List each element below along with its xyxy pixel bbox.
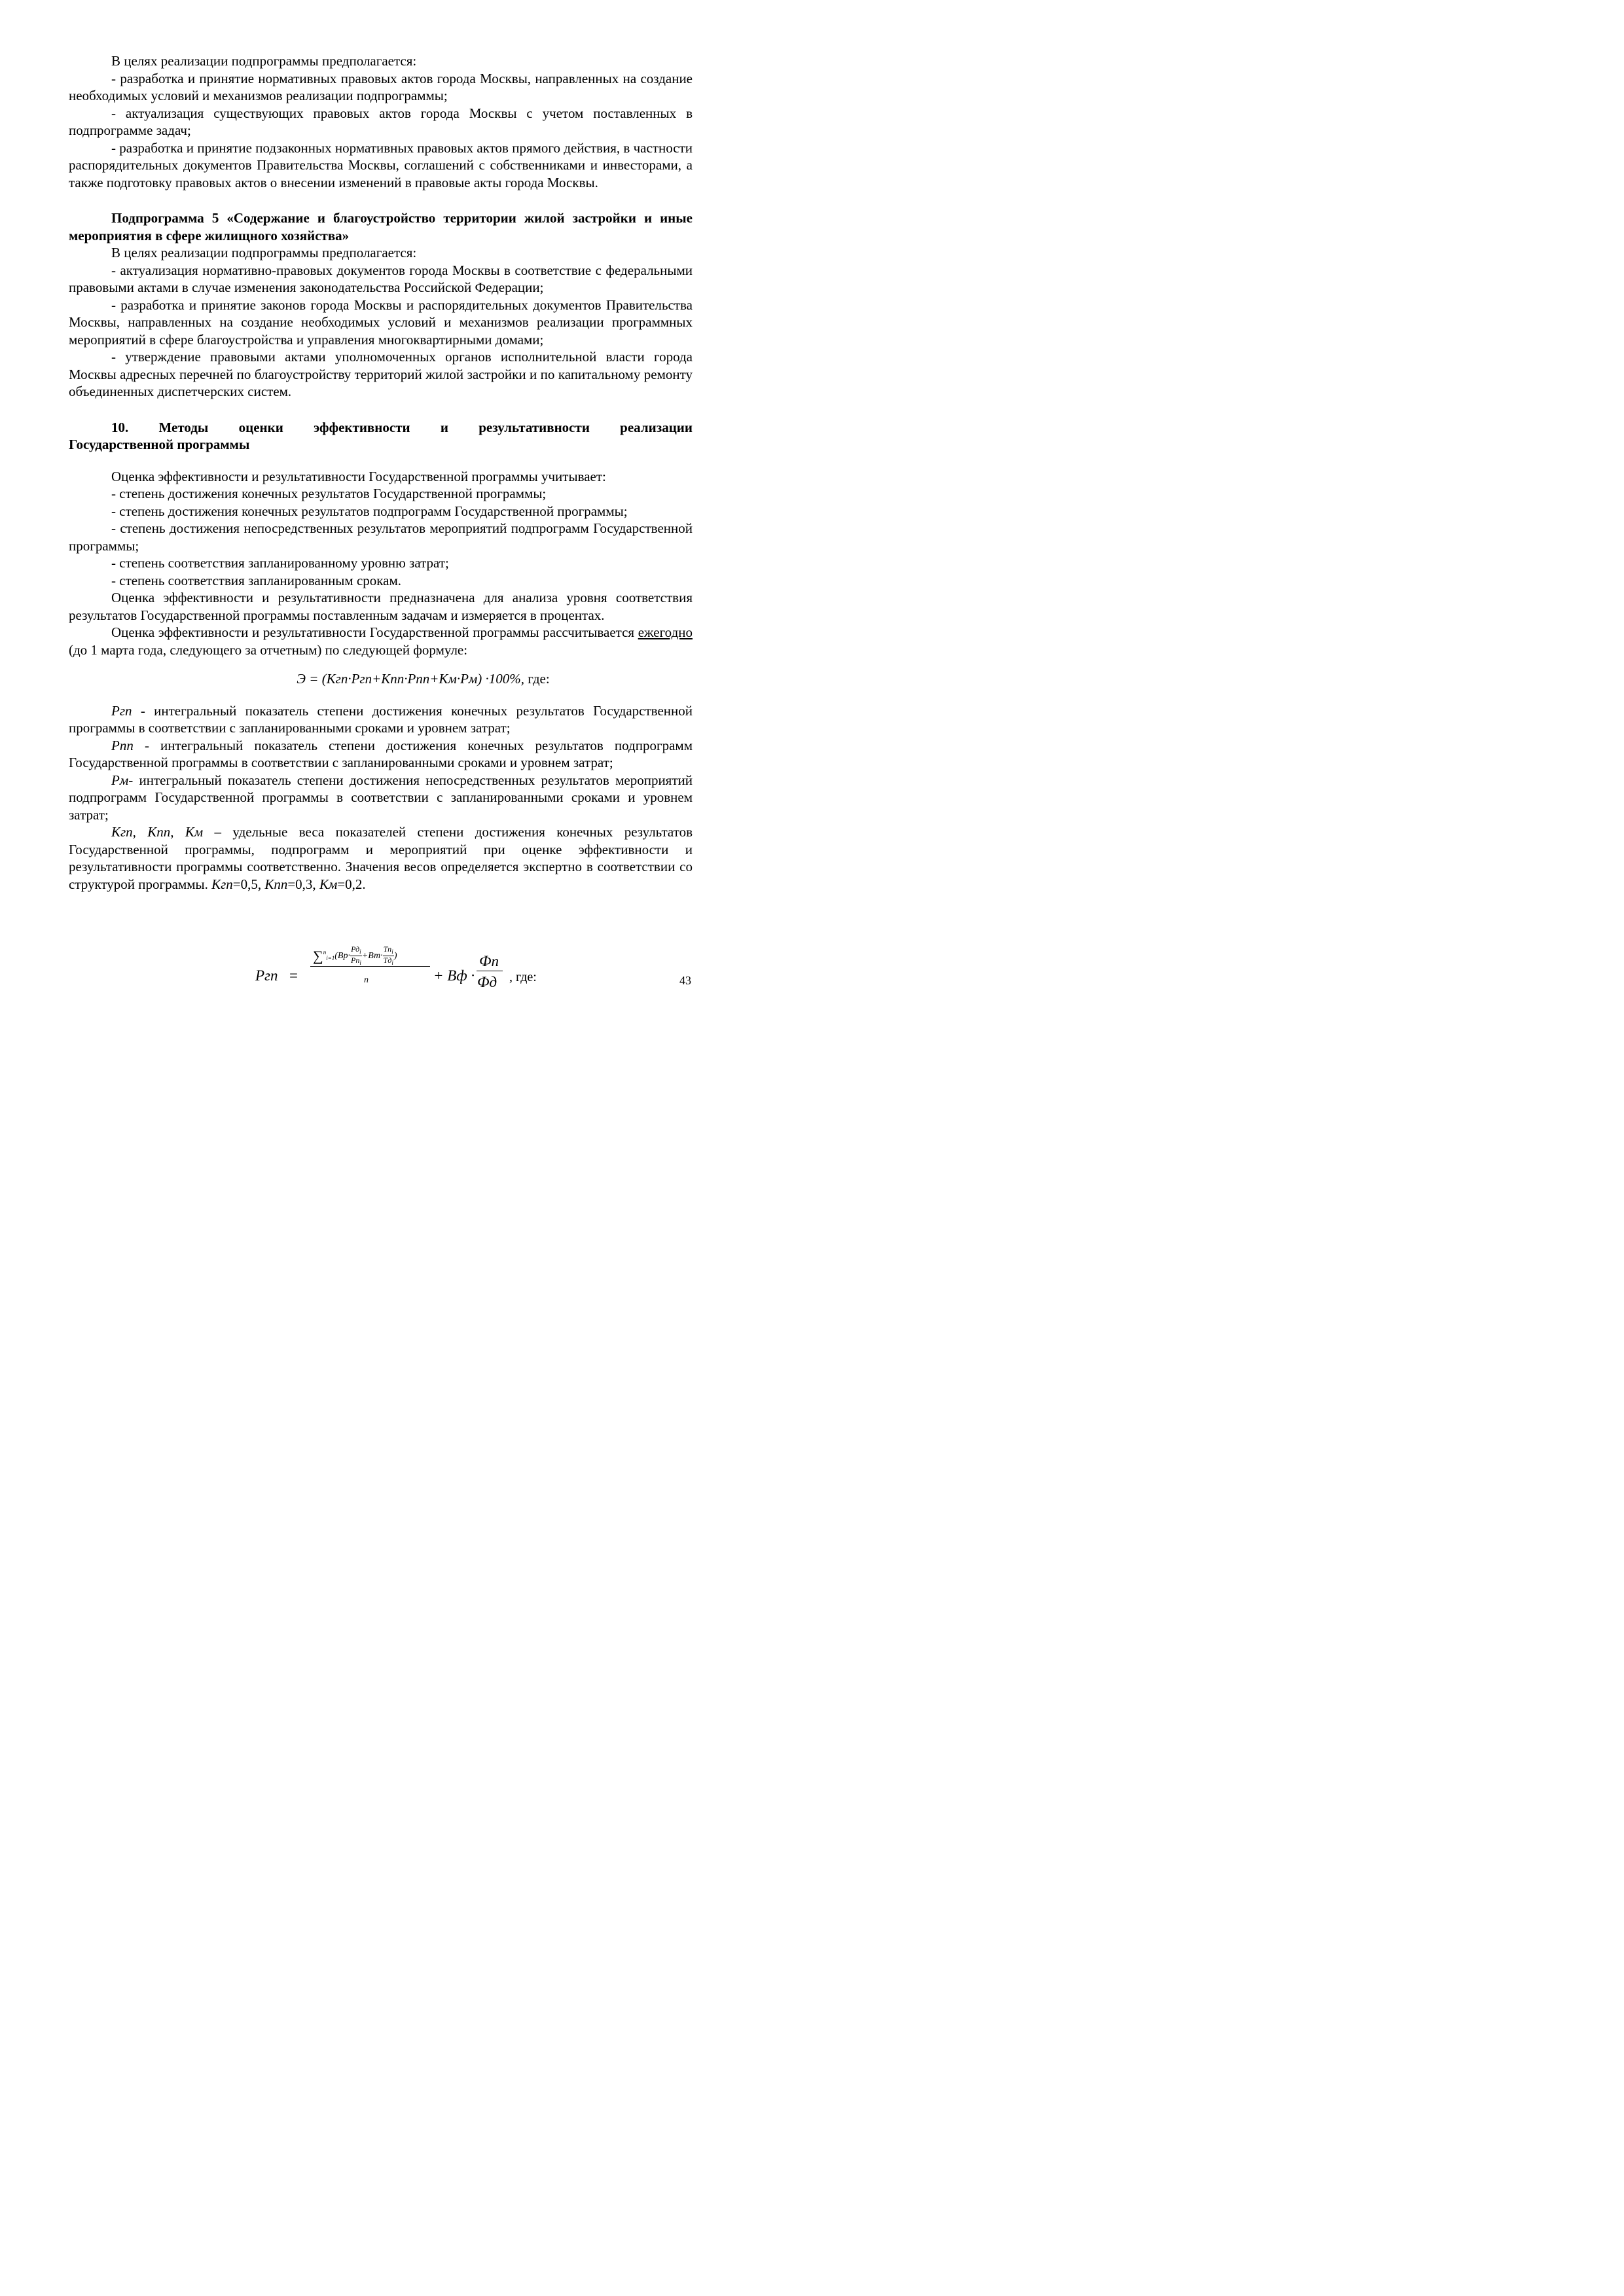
underlined-word: ежегодно: [638, 624, 693, 640]
list-item: - актуализация нормативно-правовых документов города Москвы в соответствие с федеральными правовыми актами в случае изменения законодательства Российской Федерации;: [69, 262, 693, 295]
list-item: - разработка и принятие законов города Москвы и распорядительных документов Правительства Москвы, направленных на создание необходимых условий и механизмов реализации программных мероприятий в сфере благоустройства и управления многоквартирными домами;: [69, 296, 693, 348]
formula-equals: =: [289, 967, 298, 984]
fraction-tp-td: $\frac{Тп_i}{Тд_i}$: [383, 944, 393, 967]
rgp-formula: [255, 936, 583, 998]
fraction-rd-rp: $\frac{Рд_i}{Рп_i}$: [350, 944, 361, 967]
section-10-heading-cont: Государственной программы: [69, 437, 250, 452]
efficiency-formula: Э = (Кгп·Ргп+Кпп·Рпп+Км·Рм) ·100%, где:: [297, 671, 550, 687]
formula-numerator: ∑$^n_{i=1}$(Вр· $\frac{Рд_i}{Рп_i}$ +Вт· $\frac{Тп_i}{Тд_i}$ ): [313, 944, 397, 967]
page-number: 43: [679, 974, 691, 987]
paragraph: Оценка эффективности и результативности предназначена для анализа уровня соответствия результатов Государственной программы поставленным задачам и измеряется в процентах.: [69, 590, 693, 623]
paragraph-intro: В целях реализации подпрограммы предполагается:: [111, 245, 417, 260]
formula-lhs: Ргп: [255, 967, 278, 984]
list-item: - актуализация существующих правовых актов города Москвы с учетом поставленных в подпрограмме задач;: [69, 105, 693, 138]
formula-suffix: , где:: [509, 970, 537, 984]
list-item: - степень достижения конечных результатов Государственной программы;: [111, 486, 547, 501]
sum-sign-icon: ∑: [313, 948, 323, 964]
document-page: [0, 0, 721, 1020]
paragraph: Оценка эффективности и результативности Государственной программы учитывает:: [111, 468, 606, 484]
definition: Рм- интегральный показатель степени достижения непосредственных результатов мероприятий подпрограмм Государственной программы в соответствии с запланированными сроками и уровнем затрат;: [69, 772, 693, 823]
list-item: - разработка и принятие нормативных правовых актов города Москвы, направленных на создание необходимых условий и механизмов реализации подпрограммы;: [69, 70, 693, 103]
paragraph-formula-intro: Оценка эффективности и результативности Государственной программы рассчитывается ежегодно (до 1 марта года, следующего за отчетным) по следующей формуле:: [69, 624, 693, 658]
definition: Ргп - интегральный показатель степени достижения конечных результатов Государственной программы в соответствии с запланированными сроками и уровнем затрат;: [69, 702, 693, 736]
definition: Кгп, Кпп, Км – удельные веса показателей степени достижения конечных результатов Государственной программы, подпрограмм и мероприятий при оценке эффективности и результативности программы соответственно. Значения весов определяется экспертно в соответствии со структурой программы. Кгп=0,5, Кпп=0,3, Км=0,2.: [69, 824, 693, 892]
list-item: - степень соответствия запланированным срокам.: [111, 572, 402, 588]
formula-plus-bf: + Вф ·: [433, 967, 475, 984]
page-content: [69, 52, 693, 893]
list-item: - степень достижения непосредственных результатов мероприятий подпрограмм Государственной программы;: [69, 520, 693, 554]
formula-fd: Фд: [477, 974, 497, 990]
formula-denominator: n: [364, 975, 369, 985]
list-item: - утверждение правовыми актами уполномоченных органов исполнительной власти города Москвы адресных перечней по благоустройству территорий жилой застройки и по капитальному ремонту объединенных диспетчерских систем.: [69, 349, 693, 399]
fraction-bar: [310, 966, 430, 967]
formula-fp: Фп: [479, 953, 499, 969]
paragraph-intro: В целях реализации подпрограммы предполагается:: [111, 53, 417, 69]
list-item: - степень достижения конечных результатов подпрограмм Государственной программы;: [111, 503, 628, 519]
definition: Рпп - интегральный показатель степени достижения конечных результатов подпрограмм Государственной программы в соответствии с запланированными сроками и уровнем затрат;: [69, 737, 693, 770]
subprogram-5-heading: Подпрограмма 5 «Содержание и благоустройство территории жилой застройки и иные мероприятия в сфере жилищного хозяйства»: [69, 210, 693, 243]
list-item: - степень соответствия запланированному уровню затрат;: [111, 555, 449, 571]
list-item: - разработка и принятие подзаконных нормативных правовых актов прямого действия, в частности распорядительных документов Правительства Москвы, соглашений с собственниками и инвесторами, а также подготовку правовых актов о внесении изменений в правовые акты города Москвы.: [69, 139, 693, 190]
section-10-heading: 10. Методы оценки эффективности и результативности реализации: [111, 419, 693, 435]
